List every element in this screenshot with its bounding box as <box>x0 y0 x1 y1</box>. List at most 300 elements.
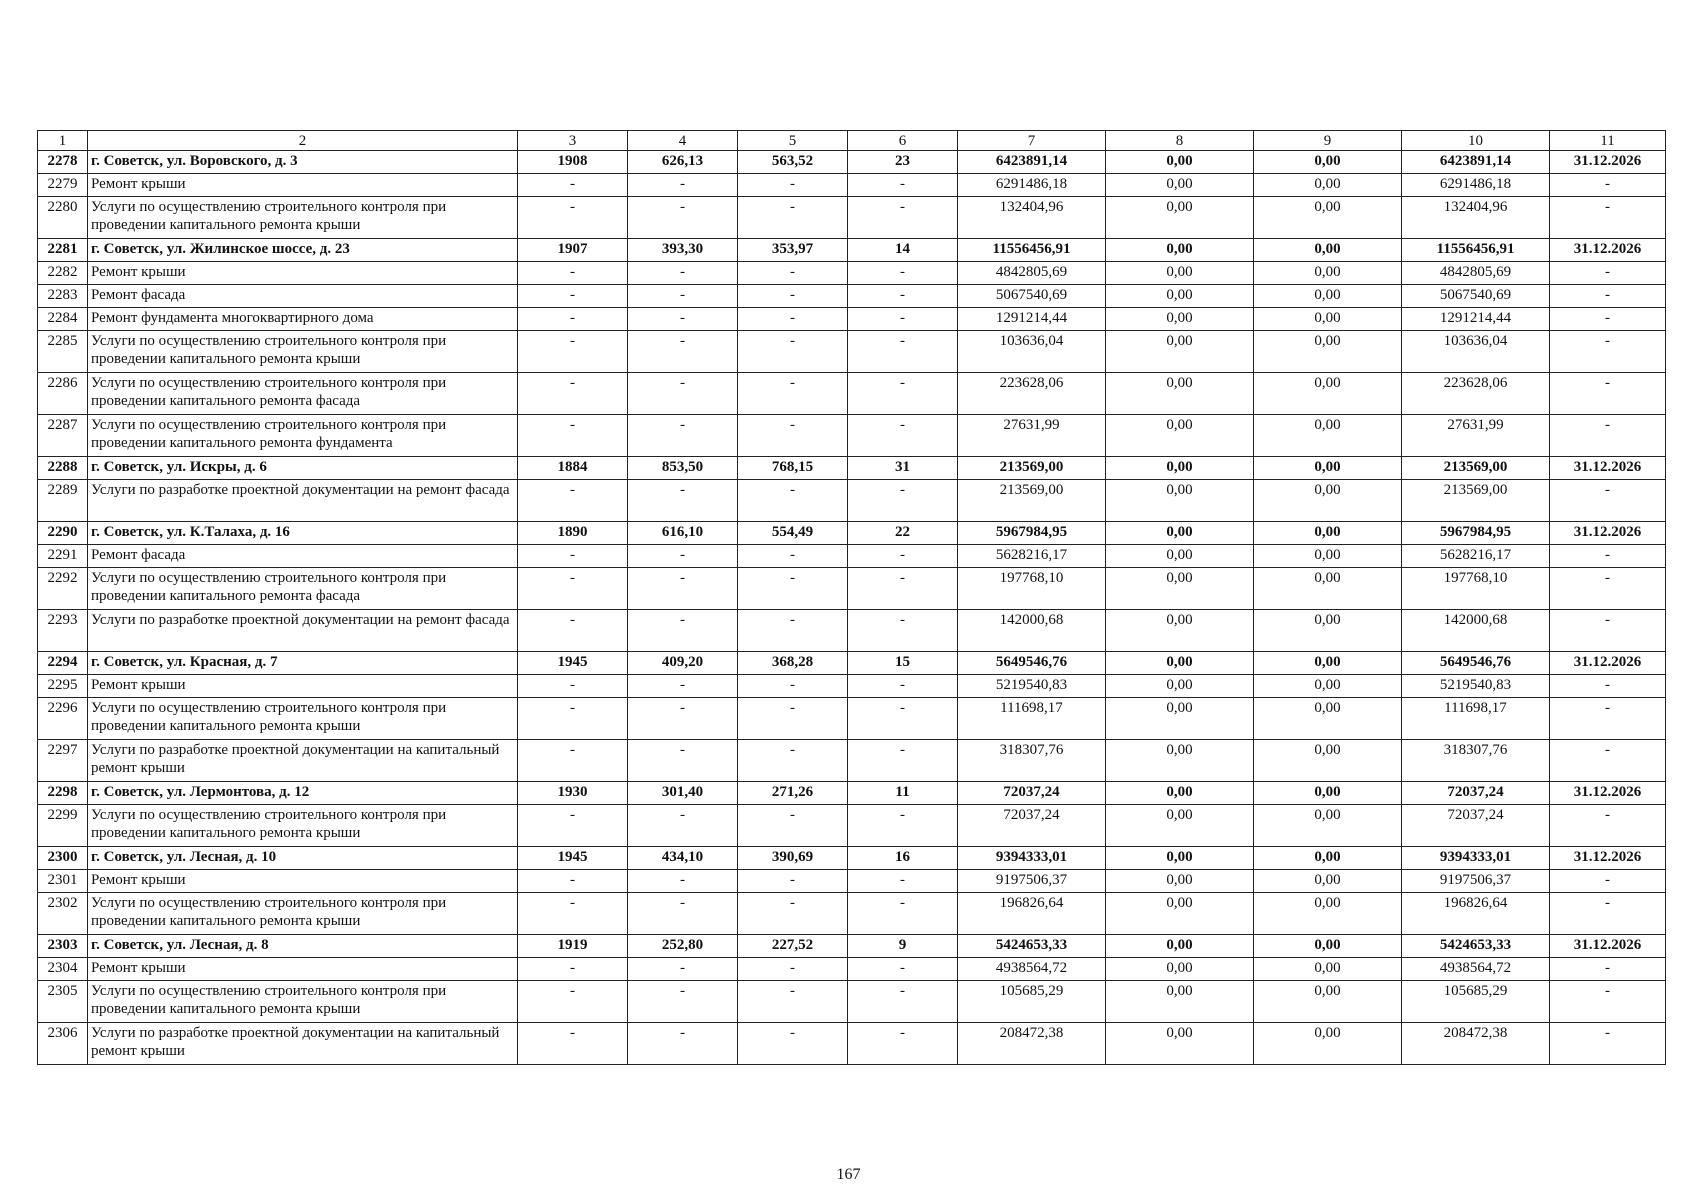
work-item-row <box>38 262 1666 285</box>
residents-cell: - <box>848 805 958 847</box>
area-total-cell: - <box>628 174 738 197</box>
area-total-cell: - <box>628 740 738 782</box>
area-living-cell: - <box>738 373 848 415</box>
residents-cell: 23 <box>848 151 958 174</box>
deadline-cell: - <box>1550 675 1666 698</box>
column-number: 3 <box>518 131 628 151</box>
item-name-cell: Услуги по осуществлению строительного контроля при проведении капитального ремонта крыши <box>88 893 518 935</box>
year-cell: - <box>518 958 628 981</box>
address-row <box>38 151 1666 174</box>
deadline-cell: 31.12.2026 <box>1550 847 1666 870</box>
deadline-cell: - <box>1550 373 1666 415</box>
owners-funds-cell: 318307,76 <box>1402 740 1550 782</box>
year-cell: - <box>518 285 628 308</box>
area-living-cell: 768,15 <box>738 457 848 480</box>
fund-cell: 0,00 <box>1106 415 1254 457</box>
owners-funds-cell: 213569,00 <box>1402 457 1550 480</box>
fund-cell: 0,00 <box>1106 151 1254 174</box>
owners-funds-cell: 103636,04 <box>1402 331 1550 373</box>
owners-funds-cell: 72037,24 <box>1402 805 1550 847</box>
budget-cell: 0,00 <box>1254 415 1402 457</box>
row-number-cell: 2282 <box>38 262 88 285</box>
owners-funds-cell: 5424653,33 <box>1402 935 1550 958</box>
row-number-cell: 2296 <box>38 698 88 740</box>
owners-funds-cell: 4938564,72 <box>1402 958 1550 981</box>
total-cost-cell: 213569,00 <box>958 457 1106 480</box>
row-number-cell: 2297 <box>38 740 88 782</box>
item-name-cell: Услуги по разработке проектной документации на капитальный ремонт крыши <box>88 1023 518 1065</box>
fund-cell: 0,00 <box>1106 457 1254 480</box>
work-item-row <box>38 331 1666 373</box>
area-living-cell: - <box>738 893 848 935</box>
row-number-cell: 2285 <box>38 331 88 373</box>
row-number-cell: 2284 <box>38 308 88 331</box>
item-name-cell: г. Советск, ул. К.Талаха, д. 16 <box>88 522 518 545</box>
residents-cell: - <box>848 698 958 740</box>
area-total-cell: - <box>628 480 738 522</box>
deadline-cell: - <box>1550 805 1666 847</box>
row-number-cell: 2291 <box>38 545 88 568</box>
residents-cell: - <box>848 893 958 935</box>
address-row <box>38 652 1666 675</box>
address-row <box>38 239 1666 262</box>
deadline-cell: - <box>1550 308 1666 331</box>
fund-cell: 0,00 <box>1106 782 1254 805</box>
year-cell: - <box>518 331 628 373</box>
work-item-row <box>38 870 1666 893</box>
work-item-row <box>38 308 1666 331</box>
fund-cell: 0,00 <box>1106 698 1254 740</box>
fund-cell: 0,00 <box>1106 805 1254 847</box>
item-name-cell: Услуги по осуществлению строительного контроля при проведении капитального ремонта крыши <box>88 197 518 239</box>
column-number: 10 <box>1402 131 1550 151</box>
area-total-cell: - <box>628 610 738 652</box>
item-name-cell: Ремонт крыши <box>88 675 518 698</box>
area-living-cell: 554,49 <box>738 522 848 545</box>
owners-funds-cell: 5067540,69 <box>1402 285 1550 308</box>
row-number-cell: 2286 <box>38 373 88 415</box>
residents-cell: 11 <box>848 782 958 805</box>
budget-cell: 0,00 <box>1254 262 1402 285</box>
total-cost-cell: 208472,38 <box>958 1023 1106 1065</box>
deadline-cell: 31.12.2026 <box>1550 935 1666 958</box>
row-number-cell: 2293 <box>38 610 88 652</box>
area-total-cell: - <box>628 285 738 308</box>
year-cell: - <box>518 568 628 610</box>
row-number-cell: 2305 <box>38 981 88 1023</box>
area-total-cell: - <box>628 870 738 893</box>
address-row <box>38 522 1666 545</box>
budget-cell: 0,00 <box>1254 698 1402 740</box>
owners-funds-cell: 105685,29 <box>1402 981 1550 1023</box>
area-total-cell: 626,13 <box>628 151 738 174</box>
area-total-cell: - <box>628 308 738 331</box>
residents-cell: - <box>848 480 958 522</box>
deadline-cell: - <box>1550 1023 1666 1065</box>
column-number: 7 <box>958 131 1106 151</box>
area-total-cell: - <box>628 331 738 373</box>
work-item-row <box>38 285 1666 308</box>
fund-cell: 0,00 <box>1106 610 1254 652</box>
area-total-cell: - <box>628 262 738 285</box>
table-body <box>38 131 1666 1065</box>
work-item-row <box>38 568 1666 610</box>
residents-cell: - <box>848 331 958 373</box>
item-name-cell: Услуги по разработке проектной документации на ремонт фасада <box>88 480 518 522</box>
item-name-cell: Услуги по осуществлению строительного контроля при проведении капитального ремонта крыши <box>88 805 518 847</box>
deadline-cell: - <box>1550 174 1666 197</box>
budget-cell: 0,00 <box>1254 373 1402 415</box>
item-name-cell: г. Советск, ул. Лермонтова, д. 12 <box>88 782 518 805</box>
deadline-cell: 31.12.2026 <box>1550 151 1666 174</box>
row-number-cell: 2287 <box>38 415 88 457</box>
owners-funds-cell: 132404,96 <box>1402 197 1550 239</box>
total-cost-cell: 197768,10 <box>958 568 1106 610</box>
area-total-cell: 252,80 <box>628 935 738 958</box>
row-number-cell: 2290 <box>38 522 88 545</box>
residents-cell: 31 <box>848 457 958 480</box>
year-cell: - <box>518 698 628 740</box>
work-item-row <box>38 197 1666 239</box>
budget-cell: 0,00 <box>1254 958 1402 981</box>
area-total-cell: - <box>628 675 738 698</box>
deadline-cell: - <box>1550 331 1666 373</box>
fund-cell: 0,00 <box>1106 568 1254 610</box>
item-name-cell: Услуги по осуществлению строительного контроля при проведении капитального ремонта фасада <box>88 568 518 610</box>
fund-cell: 0,00 <box>1106 373 1254 415</box>
row-number-cell: 2294 <box>38 652 88 675</box>
total-cost-cell: 5424653,33 <box>958 935 1106 958</box>
owners-funds-cell: 27631,99 <box>1402 415 1550 457</box>
year-cell: - <box>518 805 628 847</box>
fund-cell: 0,00 <box>1106 480 1254 522</box>
row-number-cell: 2279 <box>38 174 88 197</box>
year-cell: 1907 <box>518 239 628 262</box>
budget-cell: 0,00 <box>1254 935 1402 958</box>
work-item-row <box>38 373 1666 415</box>
total-cost-cell: 318307,76 <box>958 740 1106 782</box>
area-living-cell: 353,97 <box>738 239 848 262</box>
deadline-cell: 31.12.2026 <box>1550 457 1666 480</box>
total-cost-cell: 5067540,69 <box>958 285 1106 308</box>
residents-cell: - <box>848 981 958 1023</box>
area-living-cell: - <box>738 1023 848 1065</box>
budget-cell: 0,00 <box>1254 545 1402 568</box>
area-living-cell: 227,52 <box>738 935 848 958</box>
year-cell: - <box>518 415 628 457</box>
total-cost-cell: 4842805,69 <box>958 262 1106 285</box>
deadline-cell: - <box>1550 568 1666 610</box>
fund-cell: 0,00 <box>1106 545 1254 568</box>
year-cell: - <box>518 373 628 415</box>
row-number-cell: 2299 <box>38 805 88 847</box>
residents-cell: - <box>848 285 958 308</box>
area-total-cell: - <box>628 415 738 457</box>
fund-cell: 0,00 <box>1106 935 1254 958</box>
budget-cell: 0,00 <box>1254 331 1402 373</box>
area-total-cell: - <box>628 805 738 847</box>
total-cost-cell: 111698,17 <box>958 698 1106 740</box>
area-living-cell: - <box>738 870 848 893</box>
column-number: 8 <box>1106 131 1254 151</box>
row-number-cell: 2280 <box>38 197 88 239</box>
year-cell: 1919 <box>518 935 628 958</box>
year-cell: - <box>518 870 628 893</box>
fund-cell: 0,00 <box>1106 652 1254 675</box>
work-item-row <box>38 740 1666 782</box>
budget-cell: 0,00 <box>1254 239 1402 262</box>
budget-cell: 0,00 <box>1254 981 1402 1023</box>
budget-cell: 0,00 <box>1254 675 1402 698</box>
total-cost-cell: 5219540,83 <box>958 675 1106 698</box>
item-name-cell: Услуги по разработке проектной документации на капитальный ремонт крыши <box>88 740 518 782</box>
item-name-cell: г. Советск, ул. Лесная, д. 10 <box>88 847 518 870</box>
residents-cell: 9 <box>848 935 958 958</box>
deadline-cell: 31.12.2026 <box>1550 782 1666 805</box>
deadline-cell: - <box>1550 740 1666 782</box>
fund-cell: 0,00 <box>1106 958 1254 981</box>
area-living-cell: - <box>738 805 848 847</box>
year-cell: - <box>518 545 628 568</box>
deadline-cell: - <box>1550 197 1666 239</box>
deadline-cell: 31.12.2026 <box>1550 239 1666 262</box>
column-number: 9 <box>1254 131 1402 151</box>
work-item-row <box>38 174 1666 197</box>
row-number-cell: 2301 <box>38 870 88 893</box>
area-living-cell: - <box>738 545 848 568</box>
total-cost-cell: 1291214,44 <box>958 308 1106 331</box>
total-cost-cell: 6423891,14 <box>958 151 1106 174</box>
year-cell: - <box>518 675 628 698</box>
item-name-cell: Ремонт крыши <box>88 174 518 197</box>
fund-cell: 0,00 <box>1106 1023 1254 1065</box>
item-name-cell: Ремонт фасада <box>88 545 518 568</box>
area-total-cell: 853,50 <box>628 457 738 480</box>
column-number: 11 <box>1550 131 1666 151</box>
residents-cell: - <box>848 568 958 610</box>
total-cost-cell: 196826,64 <box>958 893 1106 935</box>
deadline-cell: - <box>1550 285 1666 308</box>
work-item-row <box>38 698 1666 740</box>
budget-cell: 0,00 <box>1254 522 1402 545</box>
work-item-row <box>38 675 1666 698</box>
area-total-cell: - <box>628 545 738 568</box>
residents-cell: - <box>848 545 958 568</box>
owners-funds-cell: 197768,10 <box>1402 568 1550 610</box>
owners-funds-cell: 72037,24 <box>1402 782 1550 805</box>
budget-cell: 0,00 <box>1254 870 1402 893</box>
total-cost-cell: 103636,04 <box>958 331 1106 373</box>
total-cost-cell: 6291486,18 <box>958 174 1106 197</box>
area-total-cell: 301,40 <box>628 782 738 805</box>
work-item-row <box>38 480 1666 522</box>
area-living-cell: - <box>738 308 848 331</box>
row-number-cell: 2283 <box>38 285 88 308</box>
item-name-cell: Ремонт фасада <box>88 285 518 308</box>
area-living-cell: - <box>738 331 848 373</box>
area-living-cell: - <box>738 958 848 981</box>
total-cost-cell: 11556456,91 <box>958 239 1106 262</box>
fund-cell: 0,00 <box>1106 981 1254 1023</box>
budget-cell: 0,00 <box>1254 652 1402 675</box>
area-living-cell: - <box>738 675 848 698</box>
residents-cell: 16 <box>848 847 958 870</box>
residents-cell: - <box>848 415 958 457</box>
owners-funds-cell: 11556456,91 <box>1402 239 1550 262</box>
row-number-cell: 2306 <box>38 1023 88 1065</box>
column-number: 2 <box>88 131 518 151</box>
residents-cell: - <box>848 308 958 331</box>
item-name-cell: Ремонт крыши <box>88 958 518 981</box>
area-total-cell: 434,10 <box>628 847 738 870</box>
year-cell: - <box>518 610 628 652</box>
year-cell: - <box>518 197 628 239</box>
item-name-cell: Услуги по осуществлению строительного контроля при проведении капитального ремонта фасада <box>88 373 518 415</box>
year-cell: - <box>518 262 628 285</box>
area-living-cell: - <box>738 197 848 239</box>
owners-funds-cell: 223628,06 <box>1402 373 1550 415</box>
total-cost-cell: 142000,68 <box>958 610 1106 652</box>
fund-cell: 0,00 <box>1106 522 1254 545</box>
total-cost-cell: 132404,96 <box>958 197 1106 239</box>
year-cell: 1945 <box>518 652 628 675</box>
item-name-cell: Услуги по осуществлению строительного контроля при проведении капитального ремонта крыши <box>88 981 518 1023</box>
page-number: 167 <box>836 1166 861 1183</box>
area-total-cell: - <box>628 1023 738 1065</box>
year-cell: - <box>518 740 628 782</box>
address-row <box>38 457 1666 480</box>
owners-funds-cell: 6291486,18 <box>1402 174 1550 197</box>
row-number-cell: 2300 <box>38 847 88 870</box>
area-total-cell: - <box>628 197 738 239</box>
row-number-cell: 2281 <box>38 239 88 262</box>
column-number: 6 <box>848 131 958 151</box>
item-name-cell: Услуги по осуществлению строительного контроля при проведении капитального ремонта крыши <box>88 331 518 373</box>
owners-funds-cell: 5967984,95 <box>1402 522 1550 545</box>
area-living-cell: 368,28 <box>738 652 848 675</box>
year-cell: - <box>518 480 628 522</box>
work-item-row <box>38 958 1666 981</box>
item-name-cell: г. Советск, ул. Искры, д. 6 <box>88 457 518 480</box>
budget-cell: 0,00 <box>1254 782 1402 805</box>
row-number-cell: 2302 <box>38 893 88 935</box>
residents-cell: - <box>848 373 958 415</box>
budget-cell: 0,00 <box>1254 197 1402 239</box>
year-cell: 1930 <box>518 782 628 805</box>
row-number-cell: 2288 <box>38 457 88 480</box>
address-row <box>38 847 1666 870</box>
deadline-cell: - <box>1550 958 1666 981</box>
area-total-cell: - <box>628 373 738 415</box>
owners-funds-cell: 111698,17 <box>1402 698 1550 740</box>
owners-funds-cell: 5219540,83 <box>1402 675 1550 698</box>
fund-cell: 0,00 <box>1106 870 1254 893</box>
row-number-cell: 2295 <box>38 675 88 698</box>
total-cost-cell: 27631,99 <box>958 415 1106 457</box>
total-cost-cell: 223628,06 <box>958 373 1106 415</box>
residents-cell: - <box>848 610 958 652</box>
area-living-cell: 563,52 <box>738 151 848 174</box>
owners-funds-cell: 196826,64 <box>1402 893 1550 935</box>
item-name-cell: г. Советск, ул. Красная, д. 7 <box>88 652 518 675</box>
capital-repair-table <box>37 130 1666 1065</box>
area-total-cell: - <box>628 958 738 981</box>
residents-cell: - <box>848 174 958 197</box>
item-name-cell: г. Советск, ул. Лесная, д. 8 <box>88 935 518 958</box>
area-living-cell: - <box>738 610 848 652</box>
year-cell: 1908 <box>518 151 628 174</box>
area-total-cell: - <box>628 698 738 740</box>
owners-funds-cell: 142000,68 <box>1402 610 1550 652</box>
item-name-cell: г. Советск, ул. Жилинское шоссе, д. 23 <box>88 239 518 262</box>
area-total-cell: - <box>628 981 738 1023</box>
area-total-cell: 409,20 <box>628 652 738 675</box>
fund-cell: 0,00 <box>1106 285 1254 308</box>
year-cell: - <box>518 893 628 935</box>
fund-cell: 0,00 <box>1106 197 1254 239</box>
residents-cell: - <box>848 262 958 285</box>
owners-funds-cell: 6423891,14 <box>1402 151 1550 174</box>
year-cell: 1945 <box>518 847 628 870</box>
work-item-row <box>38 610 1666 652</box>
residents-cell: 14 <box>848 239 958 262</box>
total-cost-cell: 4938564,72 <box>958 958 1106 981</box>
owners-funds-cell: 5649546,76 <box>1402 652 1550 675</box>
row-number-cell: 2304 <box>38 958 88 981</box>
residents-cell: - <box>848 197 958 239</box>
column-number: 1 <box>38 131 88 151</box>
item-name-cell: Ремонт фундамента многоквартирного дома <box>88 308 518 331</box>
deadline-cell: - <box>1550 480 1666 522</box>
budget-cell: 0,00 <box>1254 740 1402 782</box>
deadline-cell: - <box>1550 415 1666 457</box>
deadline-cell: - <box>1550 610 1666 652</box>
item-name-cell: Ремонт крыши <box>88 262 518 285</box>
fund-cell: 0,00 <box>1106 740 1254 782</box>
area-living-cell: 271,26 <box>738 782 848 805</box>
row-number-cell: 2292 <box>38 568 88 610</box>
residents-cell: 22 <box>848 522 958 545</box>
deadline-cell: 31.12.2026 <box>1550 652 1666 675</box>
work-item-row <box>38 805 1666 847</box>
fund-cell: 0,00 <box>1106 893 1254 935</box>
deadline-cell: 31.12.2026 <box>1550 522 1666 545</box>
owners-funds-cell: 5628216,17 <box>1402 545 1550 568</box>
area-living-cell: - <box>738 740 848 782</box>
row-number-cell: 2278 <box>38 151 88 174</box>
total-cost-cell: 5628216,17 <box>958 545 1106 568</box>
residents-cell: - <box>848 675 958 698</box>
work-item-row <box>38 893 1666 935</box>
total-cost-cell: 72037,24 <box>958 805 1106 847</box>
item-name-cell: Услуги по разработке проектной документации на ремонт фасада <box>88 610 518 652</box>
budget-cell: 0,00 <box>1254 805 1402 847</box>
fund-cell: 0,00 <box>1106 174 1254 197</box>
year-cell: 1884 <box>518 457 628 480</box>
budget-cell: 0,00 <box>1254 1023 1402 1065</box>
year-cell: - <box>518 981 628 1023</box>
item-name-cell: г. Советск, ул. Воровского, д. 3 <box>88 151 518 174</box>
column-number: 5 <box>738 131 848 151</box>
deadline-cell: - <box>1550 262 1666 285</box>
area-total-cell: - <box>628 893 738 935</box>
total-cost-cell: 5649546,76 <box>958 652 1106 675</box>
area-living-cell: - <box>738 568 848 610</box>
fund-cell: 0,00 <box>1106 847 1254 870</box>
area-living-cell: 390,69 <box>738 847 848 870</box>
column-number: 4 <box>628 131 738 151</box>
address-row <box>38 935 1666 958</box>
